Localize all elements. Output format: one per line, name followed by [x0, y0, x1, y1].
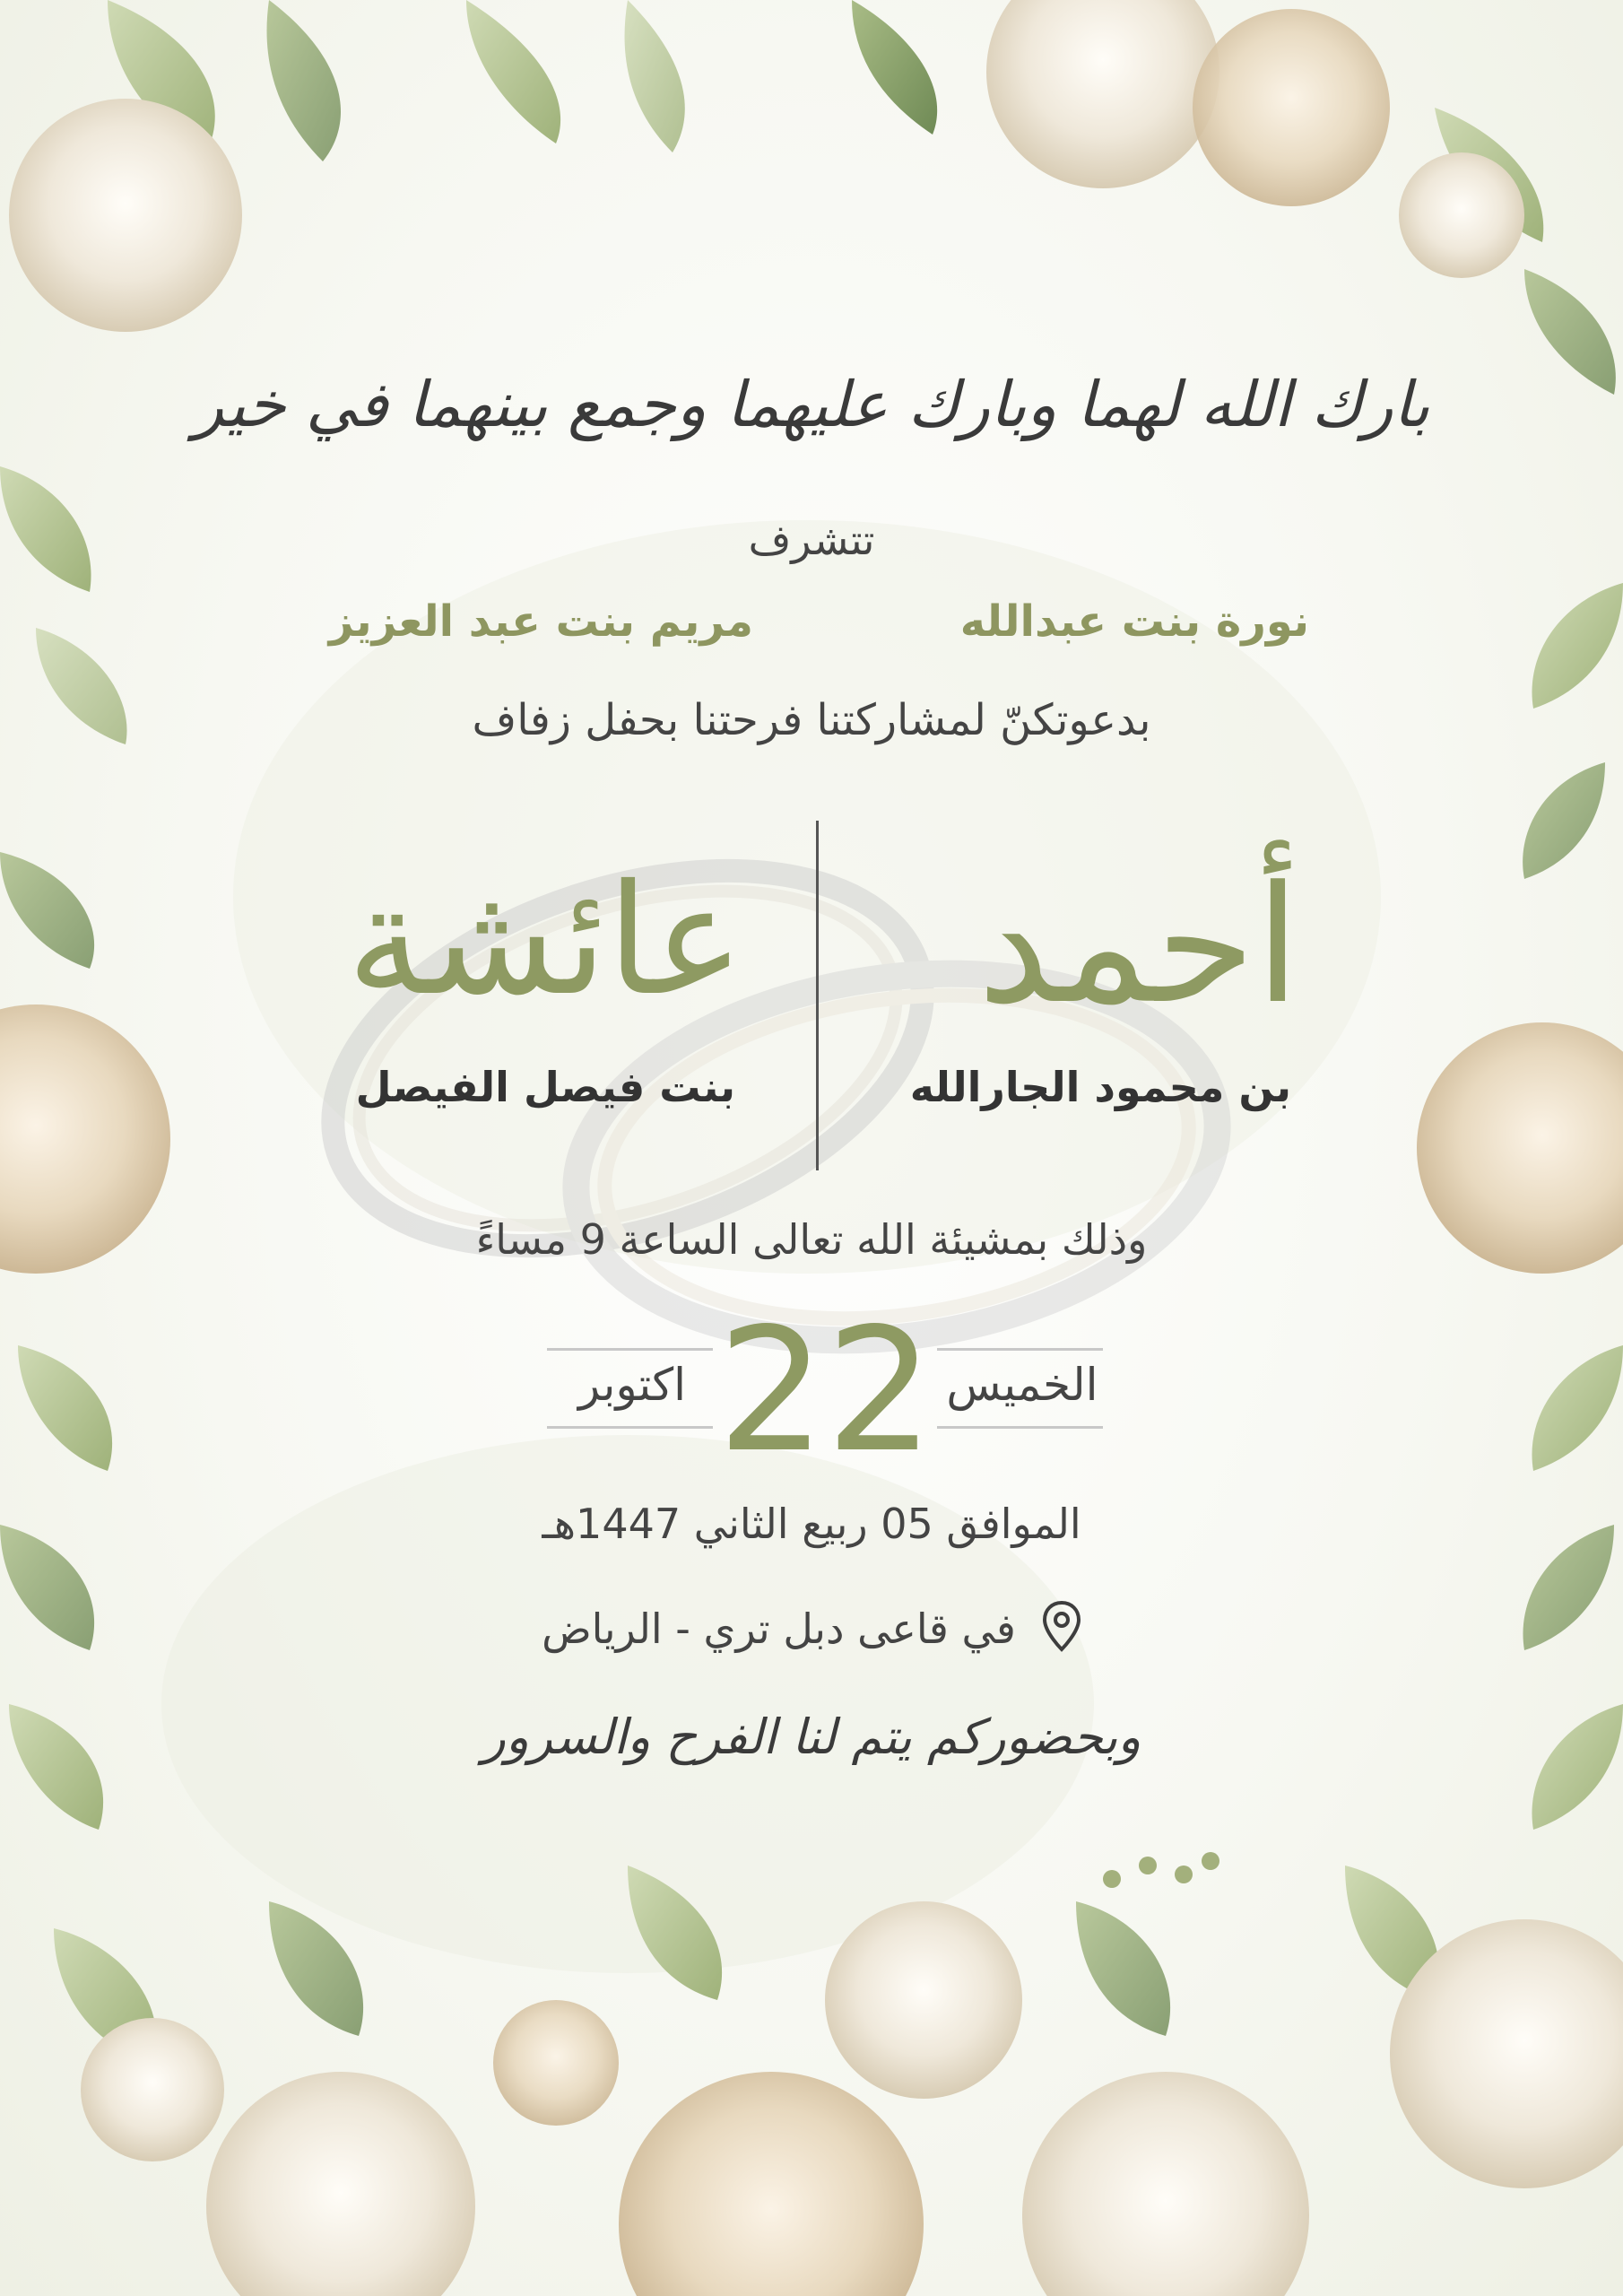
name-divider — [816, 821, 819, 1170]
groom-name: أحمد — [977, 852, 1300, 1039]
hijri-date-line: الموافق 05 ربيع الثاني 1447هـ — [542, 1500, 1081, 1548]
flower — [81, 2018, 224, 2161]
invitation-line: بدعوتكنّ لمشاركتنا فرحتنا بحفل زفاف — [472, 695, 1151, 745]
date-rule — [937, 1348, 1103, 1351]
rose — [825, 1901, 1022, 2099]
weekday: الخميس — [946, 1359, 1098, 1411]
flower — [1399, 152, 1524, 278]
rose — [1022, 2072, 1309, 2296]
flower — [493, 2000, 619, 2126]
host-name-1: نورة بنت عبدالله — [959, 596, 1309, 647]
day-number: 22 — [717, 1292, 934, 1490]
closing-calligraphy: وبحضوركم يتم لنا الفرح والسرور — [482, 1709, 1141, 1765]
top-foliage — [108, 0, 1616, 395]
month: اكتوبر — [577, 1359, 687, 1411]
location-pin-icon — [1042, 1601, 1081, 1657]
rose — [206, 2072, 475, 2296]
groom-lineage: بن محمود الجارالله — [909, 1063, 1291, 1111]
rose — [9, 99, 242, 332]
rose — [1193, 9, 1390, 206]
blessing-calligraphy: بارك الله لهما وبارك عليهما وجمع بينهما في خير — [193, 368, 1430, 441]
date-rule — [937, 1426, 1103, 1429]
venue-row — [0, 1601, 1623, 1657]
honor-line: تتشرف — [748, 516, 875, 564]
date-rule — [547, 1348, 713, 1351]
host-name-2: مريم بنت عبد العزيز — [328, 596, 753, 647]
time-line: وذلك بمشيئة الله تعالى الساعة 9 مساءً — [475, 1215, 1148, 1264]
venue-text: في قاعى دبل تري - الرياض — [542, 1605, 1016, 1653]
bride-lineage: بنت فيصل الفيصل — [355, 1063, 735, 1111]
date-rule — [547, 1426, 713, 1429]
berry-sprig — [1103, 1852, 1219, 1888]
rose — [986, 0, 1219, 188]
rose — [619, 2072, 924, 2296]
bride-name: عائشة — [346, 852, 744, 1030]
